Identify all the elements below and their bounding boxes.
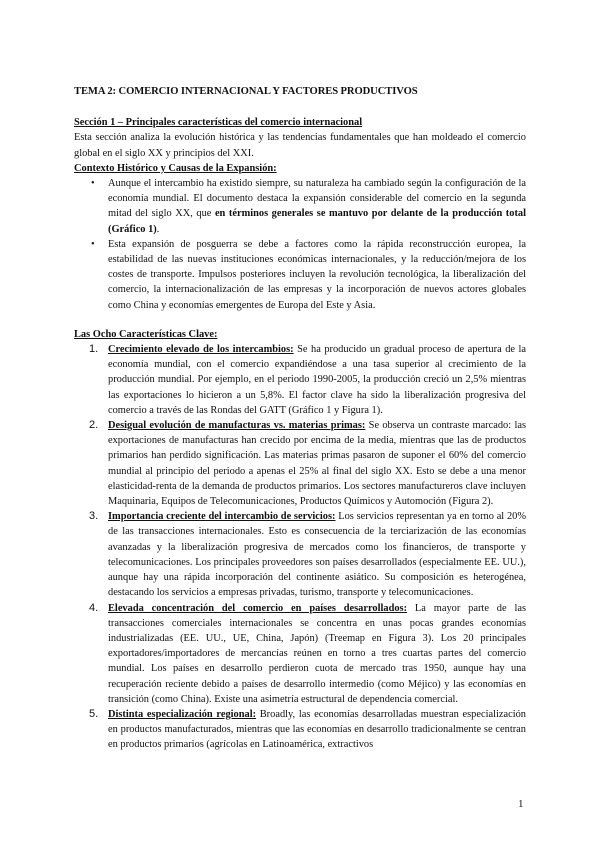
item-lead: Importancia creciente del intercambio de servicios:	[108, 511, 336, 523]
page-number: 1	[518, 798, 524, 810]
context-heading: Contexto Histórico y Causas de la Expansión:	[74, 162, 277, 174]
bullet-1-text: Aunque el intercambio ha existido siempre, su naturaleza ha cambiado según la configuración de la economía mundial. El documento destaca la expansión considerable del comercio en la segunda mitad del siglo XX, que	[108, 178, 526, 220]
characteristics-list	[74, 342, 526, 752]
item-number: 4.	[89, 601, 99, 614]
item-text: Broadly, las economías desarrolladas muestran especialización en productos manufacturados, mientras que las economías en desarrollo tradicionalmente se centran en productos primarios (agrícolas en Latinoamérica, extractivos	[108, 708, 526, 751]
list-item	[108, 237, 526, 313]
section-1-heading: Sección 1 – Principales características del comercio internacional	[74, 117, 363, 129]
section-1-intro: Esta sección analiza la evolución histórica y las tendencias fundamentales que han moldeado el comercio global en el siglo XX y principios del XXI.	[74, 132, 526, 159]
context-bullet-list	[74, 176, 526, 313]
item-text: Se observa un contraste marcado: las exportaciones de manufacturas han crecido por encima de la media, mientras que las de productos primarios han perdido significación. Las materias primas pasaron de suponer el 60% del comercio mundial al principio del periodo a apenas el 25% al final del siglo XX. Esto se debe a una menor elasticidad-renta de la demanda de productos primarios. Los sectores manufactureros clave incluyen Maquinaria, Equipos de Telecomunicaciones, Productos Químicos y Automoción (Figura 2).	[108, 420, 526, 508]
document-page	[74, 84, 526, 753]
item-number: 5.	[89, 707, 99, 720]
item-text: Se ha producido un gradual proceso de apertura de la economía mundial, con el comercio expandiéndose a una tasa superior al crecimiento de la producción mundial. Por ejemplo, en el periodo 1990-2005, la producción creció un 2,5% mientras las exportaciones lo hicieron a un 5,8%. El factor clave ha sido la liberalización progresiva del comercio a través de las Rondas del GATT (Gráfico 1 y Figura 1).	[108, 344, 526, 416]
list-item	[89, 707, 526, 753]
item-lead: Crecimiento elevado de los intercambios:	[108, 344, 294, 356]
list-item	[89, 509, 526, 600]
bullet-2-text: Esta expansión de posguerra se debe a factores como la rápida reconstrucción europea, la estabilidad de las nuevas instituciones económicas internacionales, y la reducción/mejora de los costes de transporte. Impulsos posteriores incluyen la revolución tecnológica, la liberalización del comercio, la internacionalización de las empresas y la incorporación de nuevos actores globales como China y economías emergentes de Europa del Este y Asia.	[108, 238, 526, 311]
item-lead: Elevada concentración del comercio en países desarrollados:	[108, 602, 408, 614]
document-title: TEMA 2: COMERCIO INTERNACIONAL Y FACTORES PRODUCTIVOS	[74, 86, 418, 97]
item-text: La mayor parte de las transacciones comerciales internacionales se concentra en unas pocas grandes economías industrializadas (EE. UU., UE, China, Japón) (Treemap en Figura 3). Los 20 principales exportadores/importadores de mercancías reúnen en torno a tres cuartas partes del comercio mundial. Los países en desarrollo perdieron cuota de mercado tras 1950, aunque hay una recuperación reciente debido a países de desarrollo intermedio (como Méjico) y las economías en transición (como China). Existe una asimetría estructural de dependencia comercial.	[108, 602, 527, 705]
list-item	[108, 176, 526, 237]
item-number: 1.	[89, 343, 99, 356]
characteristics-heading: Las Ocho Características Clave:	[74, 328, 218, 340]
list-item	[89, 342, 526, 418]
item-number: 3.	[89, 510, 99, 523]
item-text: Los servicios representan ya en torno al 20% de las transacciones internacionales. Esto es consecuencia de la terciarización de las economías avanzadas y la liberalización progresiva de mercados como los financieros, de transporte y telecomunicaciones. Los principales proveedores son países desarrollados (especialmente EE. UU.), aunque hay una rápida incorporación del continente asiático. Su composición es heterogénea, destacando los servicios a empresas privadas, turismo, transporte y telecomunicaciones.	[108, 511, 526, 599]
bullet-1-emphasis: en términos generales se mantuvo por delante de la producción total (Gráfico 1)	[108, 208, 526, 235]
list-item	[89, 418, 526, 509]
item-number: 2.	[89, 419, 99, 432]
bullet-1-end: .	[156, 223, 160, 235]
item-lead: Distinta especialización regional:	[108, 708, 257, 720]
list-item	[89, 601, 527, 707]
item-lead: Desigual evolución de manufacturas vs. materias primas:	[108, 420, 366, 432]
